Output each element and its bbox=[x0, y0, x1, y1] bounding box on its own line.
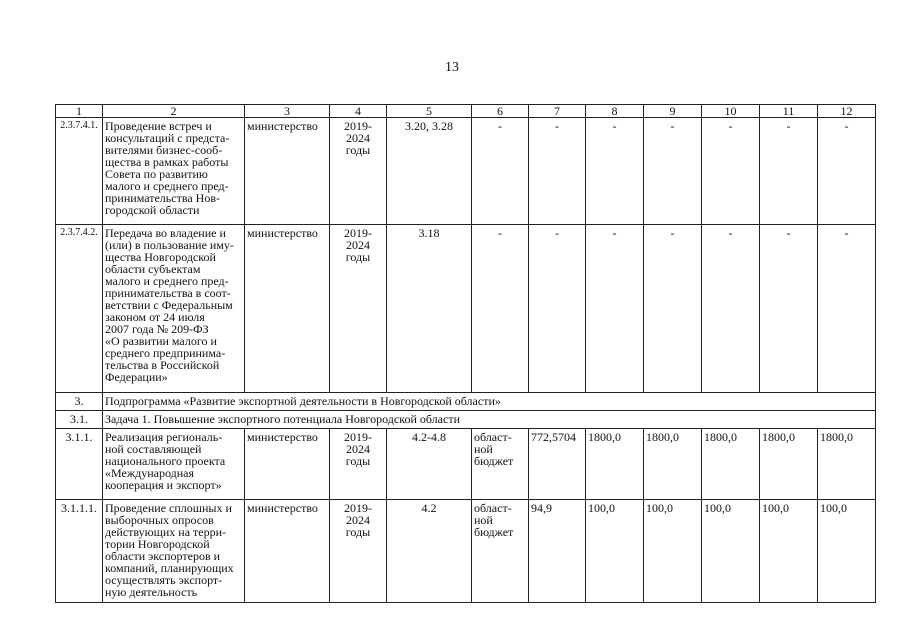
item-value: 1800,0 bbox=[702, 429, 760, 500]
item-description: Реализация региональ- ной составляющей национального проекта «Международная кооперация и экспорт» bbox=[103, 429, 245, 500]
item-value: - bbox=[818, 118, 876, 225]
item-value: - bbox=[702, 118, 760, 225]
column-header: 7 bbox=[529, 105, 586, 118]
section-number: 3. bbox=[56, 393, 103, 411]
column-header: 6 bbox=[472, 105, 529, 118]
item-executor: министерство bbox=[245, 225, 330, 393]
item-value: - bbox=[644, 225, 702, 393]
table-row bbox=[56, 500, 876, 603]
section-title: Подпрограмма «Развитие экспортной деятельности в Новгородской области» bbox=[103, 393, 876, 411]
column-header: 8 bbox=[586, 105, 644, 118]
item-target-indicators: 3.20, 3.28 bbox=[387, 118, 472, 225]
item-number: 3.1.1. bbox=[56, 429, 103, 500]
item-value: 772,5704 bbox=[529, 429, 586, 500]
item-value: - bbox=[529, 225, 586, 393]
item-value: 100,0 bbox=[818, 500, 876, 603]
item-description: Проведение встреч и консультаций с предста- вителями бизнес-сооб- щества в рамках работы Совета по развитию малого и среднего пред- принимательства Нов- городской области bbox=[103, 118, 245, 225]
item-value: 100,0 bbox=[586, 500, 644, 603]
item-executor: министерство bbox=[245, 118, 330, 225]
item-value: 1800,0 bbox=[818, 429, 876, 500]
item-value: 1800,0 bbox=[586, 429, 644, 500]
item-value: 1800,0 bbox=[644, 429, 702, 500]
item-value: - bbox=[702, 225, 760, 393]
column-header: 10 bbox=[702, 105, 760, 118]
table-row bbox=[56, 429, 876, 500]
column-header: 12 bbox=[818, 105, 876, 118]
column-header: 5 bbox=[387, 105, 472, 118]
item-executor: министерство bbox=[245, 500, 330, 603]
item-period: 2019- 2024 годы bbox=[330, 429, 387, 500]
item-executor: министерство bbox=[245, 429, 330, 500]
page-number: 13 bbox=[445, 60, 459, 75]
item-value: 100,0 bbox=[644, 500, 702, 603]
item-number: 3.1.1.1. bbox=[56, 500, 103, 603]
column-header: 9 bbox=[644, 105, 702, 118]
item-description: Передача во владение и (или) в пользование иму- щества Новгородской области субъектам малого и среднего пред- принимательства в соот- ветствии с Федеральным законом от 24 июля 2007 года № 209-ФЗ «О развитии малого и среднего предпринима- тельства в Российской Федерации» bbox=[103, 225, 245, 393]
item-number: 2.3.7.4.2. bbox=[56, 225, 103, 393]
section-row bbox=[56, 393, 876, 411]
section-number: 3.1. bbox=[56, 411, 103, 429]
item-value: - bbox=[586, 118, 644, 225]
column-header: 3 bbox=[245, 105, 330, 118]
item-target-indicators: 3.18 bbox=[387, 225, 472, 393]
item-target-indicators: 4.2 bbox=[387, 500, 472, 603]
item-value: - bbox=[760, 118, 818, 225]
item-description: Проведение сплошных и выборочных опросов действующих на терри- тории Новгородской области экспортеров и компаний, планирующих осуществлять экспорт- ную деятельность bbox=[103, 500, 245, 603]
column-number-row bbox=[56, 105, 876, 118]
item-number: 2.3.7.4.1. bbox=[56, 118, 103, 225]
program-table bbox=[55, 104, 876, 603]
item-value: - bbox=[644, 118, 702, 225]
item-target-indicators: 4.2-4.8 bbox=[387, 429, 472, 500]
item-period: 2019- 2024 годы bbox=[330, 500, 387, 603]
item-period: 2019- 2024 годы bbox=[330, 225, 387, 393]
item-value: - bbox=[760, 225, 818, 393]
item-value: - bbox=[529, 118, 586, 225]
column-header: 11 bbox=[760, 105, 818, 118]
item-value: 1800,0 bbox=[760, 429, 818, 500]
table-row bbox=[56, 225, 876, 393]
item-period: 2019- 2024 годы bbox=[330, 118, 387, 225]
column-header: 2 bbox=[103, 105, 245, 118]
item-value: - bbox=[586, 225, 644, 393]
item-value: 100,0 bbox=[760, 500, 818, 603]
item-funding-source: - bbox=[472, 225, 529, 393]
column-header: 1 bbox=[56, 105, 103, 118]
item-value: 100,0 bbox=[702, 500, 760, 603]
section-title: Задача 1. Повышение экспортного потенциала Новгородской области bbox=[103, 411, 876, 429]
column-header: 4 bbox=[330, 105, 387, 118]
item-value: 94,9 bbox=[529, 500, 586, 603]
table-row bbox=[56, 118, 876, 225]
item-funding-source: - bbox=[472, 118, 529, 225]
item-funding-source: област- ной бюджет bbox=[472, 500, 529, 603]
item-funding-source: област- ной бюджет bbox=[472, 429, 529, 500]
item-value: - bbox=[818, 225, 876, 393]
section-row bbox=[56, 411, 876, 429]
